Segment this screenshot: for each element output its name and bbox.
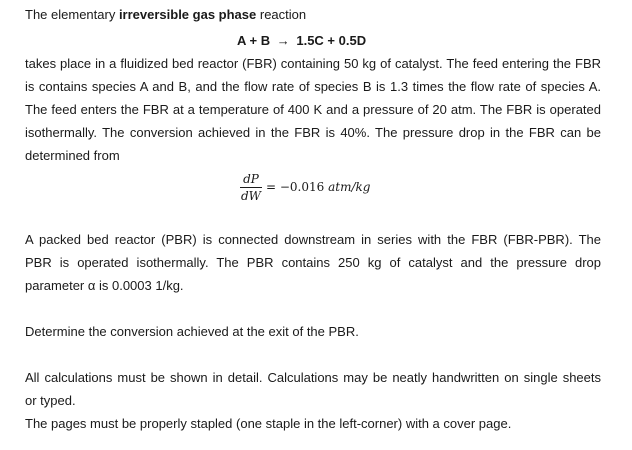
instructions-line-1: All calculations must be shown in detail. Calculations may be neatly handwritten on single sheets bbox=[25, 370, 601, 385]
intro-suffix: reaction bbox=[256, 7, 307, 22]
reaction-reactants: A + B bbox=[237, 33, 271, 48]
paragraph2-line-1: takes place in a fluidized bed reactor (FBR) containing 50 kg of catalyst. The feed entering the FBR bbox=[25, 56, 601, 71]
instructions-line-2: or typed. bbox=[25, 393, 76, 408]
reaction-products: 1.5C + 0.5D bbox=[296, 33, 367, 48]
equation-rhs bbox=[266, 180, 370, 194]
paragraph2-line-4: isothermally. The conversion achieved in the FBR is 40%. The pressure drop in the FBR can be bbox=[25, 125, 601, 140]
instructions-line-3: The pages must be properly stapled (one staple in the left-corner) with a cover page. bbox=[25, 416, 512, 431]
derivative-fraction bbox=[240, 172, 262, 203]
equation-unit: atm/kg bbox=[328, 180, 371, 194]
intro-line bbox=[25, 7, 306, 23]
derivative-numerator: dP bbox=[243, 172, 259, 186]
equation-value: = −0.016 bbox=[266, 180, 325, 194]
question-text: Determine the conversion achieved at the exit of the PBR. bbox=[25, 324, 359, 339]
paragraph2-line-5: determined from bbox=[25, 148, 120, 163]
paragraph3-line-1: A packed bed reactor (PBR) is connected downstream in series with the FBR (FBR-PBR). The bbox=[25, 232, 601, 247]
fraction-bar bbox=[240, 187, 262, 188]
reaction-equation bbox=[237, 33, 366, 49]
derivative-denominator: dW bbox=[240, 189, 261, 203]
paragraph3-line-2: PBR is operated isothermally. The PBR contains 250 kg of catalyst and the pressure drop bbox=[25, 255, 601, 270]
reaction-arrow-icon: → bbox=[276, 33, 290, 48]
paragraph3-line-3: parameter α is 0.0003 1/kg. bbox=[25, 278, 184, 293]
intro-bold-text: irreversible gas phase bbox=[118, 7, 257, 22]
intro-prefix: The elementary bbox=[25, 7, 119, 22]
paragraph2-line-3: The feed enters the FBR at a temperature of 400 K and a pressure of 20 atm. The FBR is operated bbox=[25, 102, 601, 117]
paragraph2-line-2: is contains species A and B, and the flow rate of species B is 1.3 times the flow rate of species A. bbox=[25, 79, 601, 94]
